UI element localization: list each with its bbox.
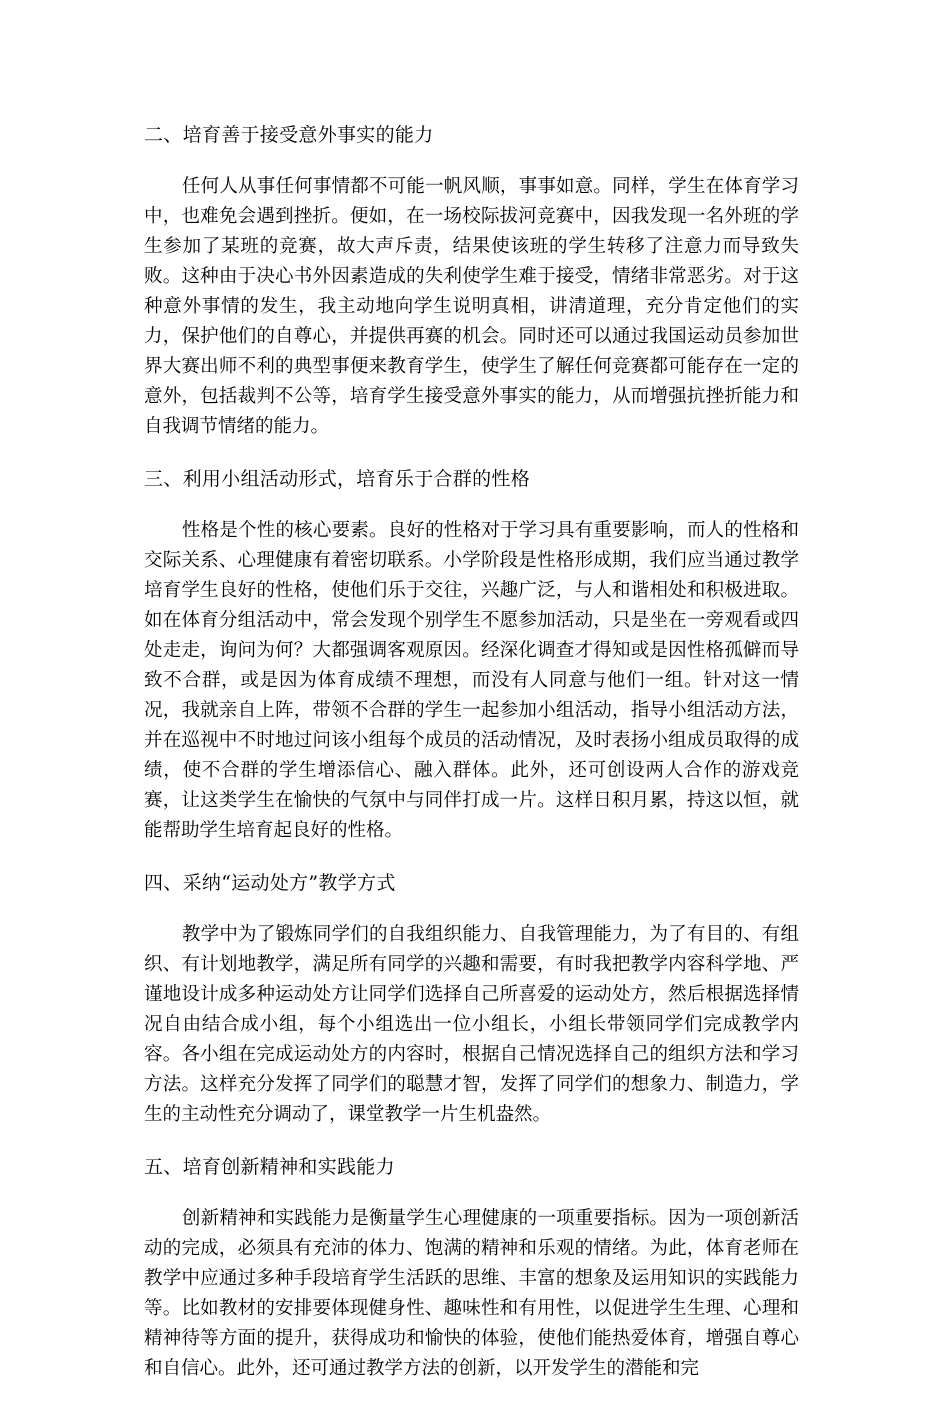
section-heading: 五、培育创新精神和实践能力 (144, 1156, 395, 1178)
section-paragraph: 教学中为了锻炼同学们的自我组织能力、自我管理能力，为了有目的、有组织、有计划地教学，满足所有同学的兴趣和需要，有时我把教学内容科学地、严谨地设计成多种运动处方让同学们选择自己所喜爱的运动处方，然后根据选择情况自由结合成小组，每个小组选出一位小组长，小组长带领同学们完成教学内容。各小组在完成运动处方的内容时，根据自己情况选择自己的组织方法和学习方法。这样充分发挥了同学们的聪慧才智，发挥了同学们的想象力、制造力，学生的主动性充分调动了，课堂教学一片生机盎然。 (144, 924, 799, 1125)
section-paragraph: 性格是个性的核心要素。良好的性格对于学习具有重要影响，而人的性格和交际关系、心理健康有着密切联系。小学阶段是性格形成期，我们应当通过教学培育学生良好的性格，使他们乐于交往，兴趣广泛，与人和谐相处和积极进取。如在体育分组活动中，常会发现个别学生不愿参加活动，只是坐在一旁观看或四处走走，询问为何？大都强调客观原因。经深化调查才得知或是因性格孤僻而导致不合群，或是因为体育成绩不理想，而没有人同意与他们一组。针对这一情况，我就亲自上阵，带领不合群的学生一起参加小组活动，指导小组活动方法，并在巡视中不时地过问该小组每个成员的活动情况，及时表扬小组成员取得的成绩，使不合群的学生增添信心、融入群体。此外，还可创设两人合作的游戏竞赛，让这类学生在愉快的气氛中与同伴打成一片。这样日积月累，持这以恒，就能帮助学生培育起良好的性格。 (144, 520, 799, 841)
section-3 (144, 464, 799, 846)
section-5 (144, 1152, 799, 1384)
section-2 (144, 120, 799, 442)
section-paragraph: 创新精神和实践能力是衡量学生心理健康的一项重要指标。因为一项创新活动的完成，必须具有充沛的体力、饱满的精神和乐观的情绪。为此，体育老师在教学中应通过多种手段培育学生活跃的思维、丰富的想象及运用知识的实践能力等。比如教材的安排要体现健身性、趣味性和有用性，以促进学生生理、心理和精神待等方面的提升，获得成功和愉快的体验，使他们能热爱体育，增强自尊心和自信心。此外，还可通过教学方法的创新，以开发学生的潜能和完 (144, 1208, 799, 1379)
section-4 (144, 868, 799, 1130)
section-paragraph: 任何人从事任何事情都不可能一帆风顺，事事如意。同样，学生在体育学习中，也难免会遇到挫折。便如，在一场校际拔河竞赛中，因我发现一名外班的学生参加了某班的竞赛，故大声斥责，结果使该班的学生转移了注意力而导致失败。这种由于决心书外因素造成的失利使学生难于接受，情绪非常恶劣。对于这种意外事情的发生，我主动地向学生说明真相，讲清道理，充分肯定他们的实力，保护他们的自尊心，并提供再赛的机会。同时还可以通过我国运动员参加世界大赛出师不利的典型事便来教育学生，使学生了解任何竞赛都可能存在一定的意外，包括裁判不公等，培育学生接受意外事实的能力，从而增强抗挫折能力和自我调节情绪的能力。 (144, 176, 799, 437)
section-heading: 二、培育善于接受意外事实的能力 (144, 124, 434, 146)
document-body (144, 120, 799, 1406)
section-heading: 四、采纳“运动处方”教学方式 (144, 872, 396, 894)
section-heading: 三、利用小组活动形式，培育乐于合群的性格 (144, 468, 531, 490)
